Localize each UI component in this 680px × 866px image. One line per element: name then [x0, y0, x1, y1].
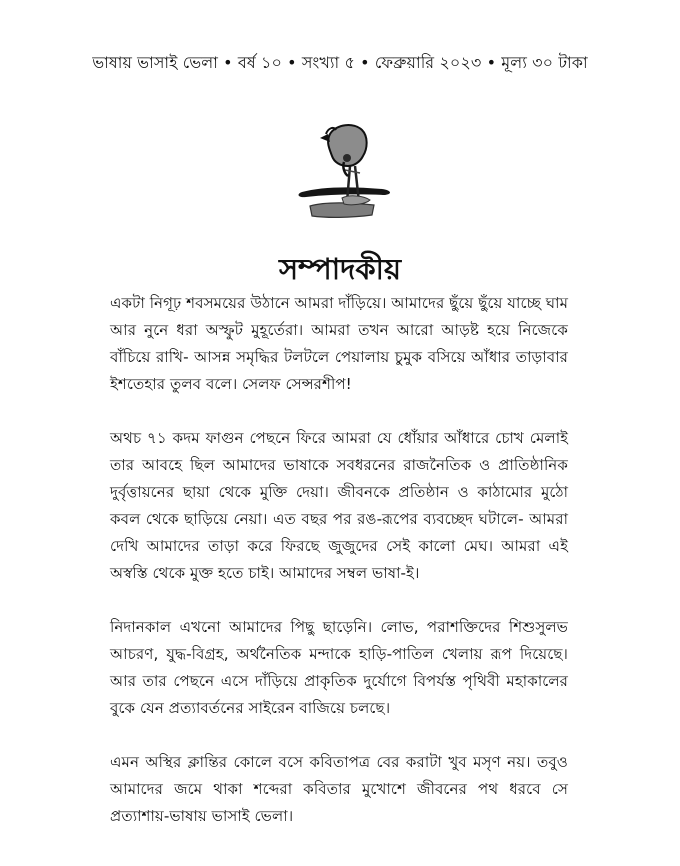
ground-shadow	[299, 187, 391, 197]
paragraph: অথচ ৭১ কদম ফাগুন পেছনে ফিরে আমরা যে ধোঁয়ার আঁধারে চোখ মেলাই তার আবহে ছিল আমাদের ভাষাকে সবধরনের রাজনৈতিক ও প্রাতিষ্ঠানিক দুর্বৃত্তায়নের ছায়া থেকে মুক্তি দেয়া। জীবনকে প্রতিষ্ঠান ও কাঠামোর মুঠো কবল থেকে ছাড়িয়ে নেয়া। এত বছর পর রঙ-রূপের ব্যবচ্ছেদ ঘটালে- আমরা দেখি আমাদের তাড়া করে ফিরছে জুজুদের সেই কালো মেঘ। আমরা এই অস্বস্তি থেকে মুক্ত হতে চাই। আমাদের সম্বল ভাষা-ই।	[110, 429, 568, 582]
lantern-on-stand-illustration	[290, 118, 410, 236]
lantern-knob	[343, 154, 351, 162]
paragraph: একটা নিগূঢ় শবসময়ের উঠানে আমরা দাঁড়িয়ে। আমাদের ছুঁয়ে ছুঁয়ে যাচ্ছে ঘাম আর নুনে ধরা অস্ফুট মুহূর্তেরা। আমরা তখন আরো আড়ষ্ট হয়ে নিজেকে বাঁচিয়ে রাখি- আসন্ন সমৃদ্ধির টলটলে পেয়ালায় চুমুক বসিয়ে আঁধার তাড়াবার ইশতেহার তুলব বলে। সেলফ সেন্সরশীপ!	[110, 294, 568, 393]
paragraph: নিদানকাল এখনো আমাদের পিছু ছাড়েনি। লোভ, পরাশক্তিদের শিশুসুলভ আচরণ, যুদ্ধ-বিগ্রহ, অর্থনৈতিক মন্দাকে হাড়ি-পাতিল খেলায় রূপ দিয়েছে। আর তার পেছনে এসে দাঁড়িয়ে প্রাকৃতিক দুর্যোগে বিপর্যস্ত পৃথিবী মহাকালের বুকে যেন প্রত্যাবর্তনের সাইরেন বাজিয়ে চলছে।	[110, 618, 568, 717]
masthead-line: ভাষায় ভাসাই ভেলা • বর্ষ ১০ • সংখ্যা ৫ • ফেব্রুয়ারি ২০২৩ • মূল্য ৩০ টাকা	[92, 53, 588, 72]
lantern-illustration-drawing	[290, 118, 410, 236]
base-stone	[342, 196, 370, 205]
stand-rod-cross	[345, 170, 360, 173]
paragraph: এমন অস্থির ক্লান্তির কোলে বসে কবিতাপত্র বের করাটা খুব মসৃণ নয়। তবুও আমাদের জমে থাকা শব্দেরা কবিতার মুখোশে জীবনের পথ ধরবে সে প্রত্যাশায়-ভাষায় ভাসাই ভেলা।	[110, 753, 568, 825]
base-slab	[310, 203, 374, 218]
page-title: সম্পাদকীয়	[278, 252, 402, 286]
editorial-body	[110, 290, 568, 857]
